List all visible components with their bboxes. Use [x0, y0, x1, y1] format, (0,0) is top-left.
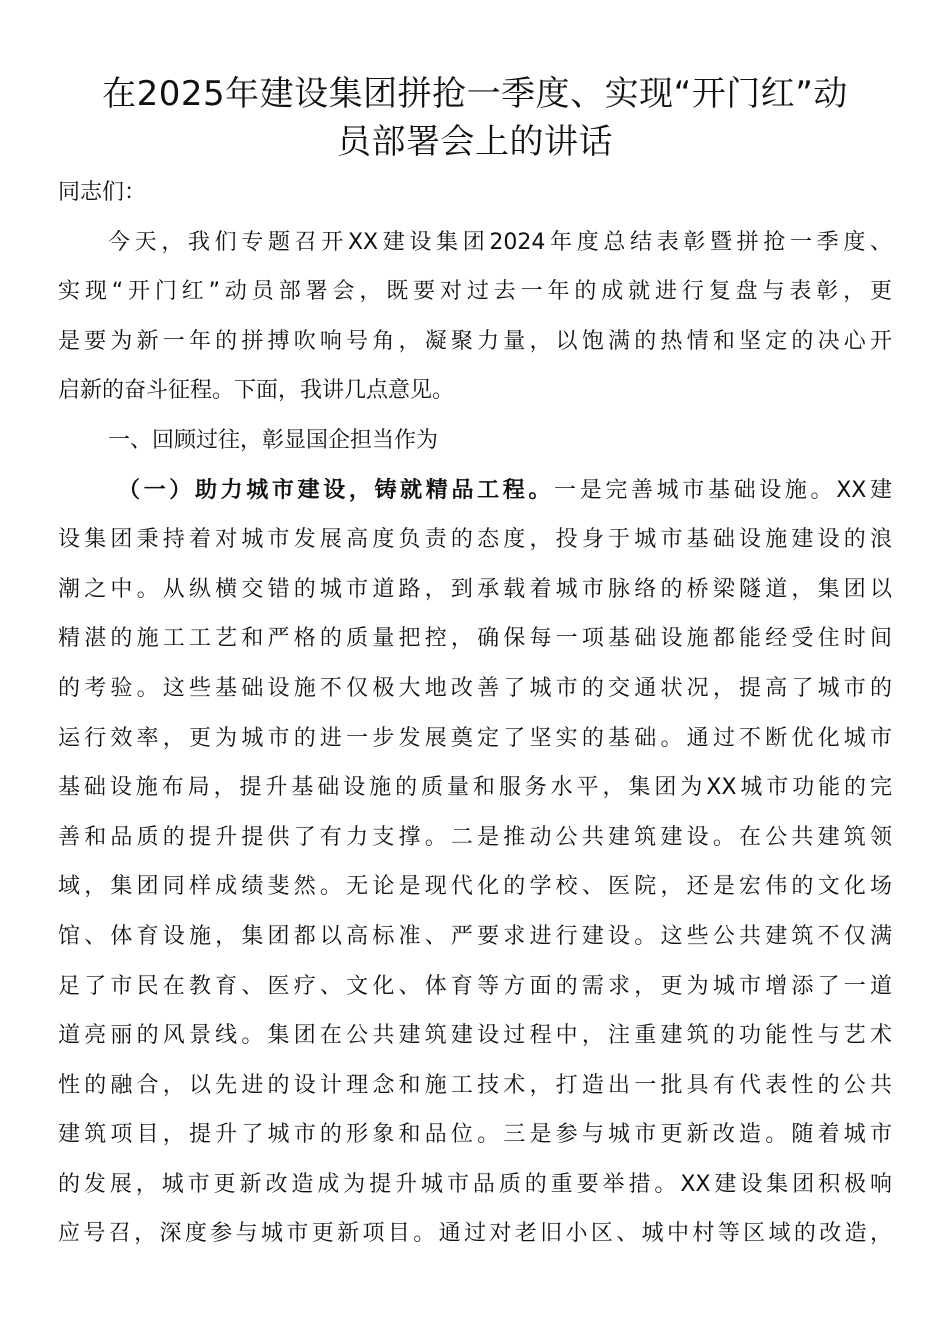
section-body-paragraph [58, 466, 892, 1260]
body-line: 善和品质的提升提供了有力支撑。二是推动公共建筑建设。在公共建筑领 [58, 824, 892, 850]
body-line: 建筑项目，提升了城市的形象和品位。三是参与城市更新改造。随着城市 [58, 1122, 892, 1148]
subsection-first-line [58, 466, 892, 516]
body-line: 足了市民在教育、医疗、文化、体育等方面的需求，更为城市增添了一道 [58, 973, 892, 999]
title-line-1: 在2025年建设集团拼抢一季度、实现“开门红”动 [102, 74, 848, 114]
body-line: 设集团秉持着对城市发展高度负责的态度，投身于城市基础设施建设的浪 [58, 527, 892, 553]
body-line: 潮之中。从纵横交错的城市道路，到承载着城市脉络的桥梁隧道，集团以 [58, 576, 892, 602]
subsection-first-text: 一是完善城市基础设施。XX建 [554, 477, 892, 503]
intro-paragraph [58, 218, 892, 416]
intro-line: 今天，我们专题召开XX建设集团2024年度总结表彰暨拼抢一季度、 [108, 229, 892, 255]
body-line: 道亮丽的风景线。集团在公共建筑建设过程中，注重建筑的功能性与艺术 [58, 1023, 892, 1049]
body-line: 域，集团同样成绩斐然。无论是现代化的学校、医院，还是宏伟的文化场 [58, 874, 892, 900]
body-line: 运行效率，更为城市的进一步发展奠定了坚实的基础。通过不断优化城市 [58, 725, 892, 751]
section-heading: 一、回顾过往，彰显国企担当作为 [108, 427, 439, 453]
body-line: 性的融合，以先进的设计理念和施工技术，打造出一批具有代表性的公共 [58, 1072, 892, 1098]
intro-line: 实现“开门红”动员部署会，既要对过去一年的成就进行复盘与表彰，更 [58, 279, 892, 305]
body-line: 的发展，城市更新改造成为提升城市品质的重要举措。XX建设集团积极响 [58, 1171, 892, 1197]
title-line-2: 员部署会上的讲话 [337, 122, 613, 162]
body-line: 基础设施布局，提升基础设施的质量和服务水平，集团为XX城市功能的完 [58, 775, 892, 801]
document-title [58, 70, 892, 166]
body-line: 应号召，深度参与城市更新项目。通过对老旧小区、城中村等区域的改造， [58, 1221, 892, 1247]
document-page [58, 70, 892, 1259]
subsection-heading: （一）助力城市建设，铸就精品工程。 [118, 477, 555, 503]
intro-line: 是要为新一年的拼搏吹响号角，凝聚力量，以饱满的热情和坚定的决心开 [58, 328, 892, 354]
intro-line: 启新的奋斗征程。下面，我讲几点意见。 [58, 378, 455, 404]
salutation: 同志们： [58, 180, 147, 205]
body-line: 的考验。这些基础设施不仅极大地改善了城市的交通状况，提高了城市的 [58, 675, 892, 701]
body-line: 精湛的施工工艺和严格的质量把控，确保每一项基础设施都能经受住时间 [58, 626, 892, 652]
body-line: 馆、体育设施，集团都以高标准、严要求进行建设。这些公共建筑不仅满 [58, 923, 892, 949]
